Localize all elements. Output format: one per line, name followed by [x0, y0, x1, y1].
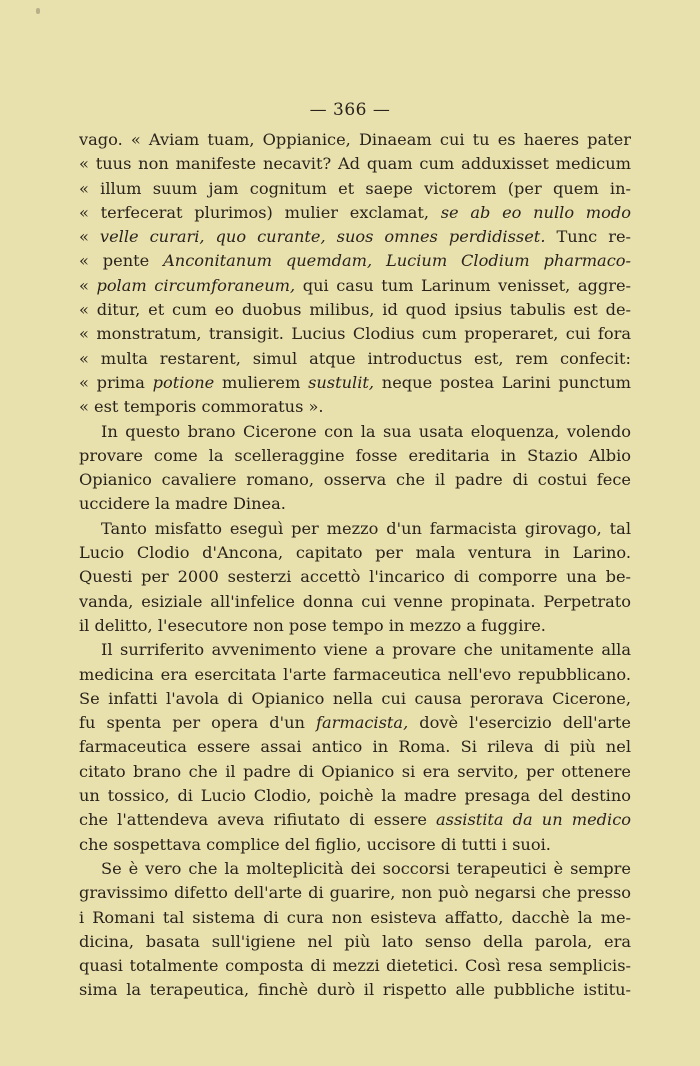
text-line: uccidere la madre Dinea.: [79, 494, 286, 514]
text-line: un tossico, di Lucio Clodio, poichè la madre presaga del destino: [79, 786, 631, 806]
text-line: vago. « Aviam tuam, Oppianice, Dinaeam cui tu es haeres pater: [79, 130, 631, 149]
text-line: « prima potione mulierem sustulit, neque postea Larini punctum: [79, 372, 631, 392]
text-line: Se è vero che la molteplicità dei soccorsi terapeutici è sempre: [101, 858, 631, 878]
text-line: citato brano che il padre di Opianico si era servito, per ottenere: [79, 761, 631, 781]
text-line: provare come la scelleraggine fosse ereditaria in Stazio Albio: [79, 445, 631, 465]
text-line: Se infatti l'avola di Opianico nella cui causa perorava Cicerone,: [79, 688, 631, 708]
text-line: Questi per 2000 sesterzi accettò l'incarico di comporre una be-: [79, 567, 631, 587]
text-line: dicina, basata sull'igiene nel più lato senso della parola, era: [79, 931, 631, 951]
text-line: « polam circumforaneum, qui casu tum Larinum venisset, aggre-: [79, 275, 631, 295]
page-number: — 366 —: [309, 100, 391, 120]
text-line: « multa restarent, simul atque introductus est, rem confecit:: [79, 348, 631, 368]
text-line: « monstratum, transigit. Lucius Clodius cum properaret, cui fora: [79, 324, 631, 344]
paper-speck: [36, 8, 40, 14]
text-line: « pente Anconitanum quemdam, Lucium Clodium pharmaco-: [79, 251, 631, 271]
text-line: vanda, esiziale all'infelice donna cui venne propinata. Perpetrato: [79, 591, 631, 611]
text-line: gravissimo difetto dell'arte di guarire, non può negarsi che presso: [79, 883, 631, 903]
text-line: « velle curari, quo curante, suos omnes perdidisset. Tunc re-: [79, 227, 631, 247]
text-line: che sospettava complice del figlio, uccisore di tutti i suoi.: [79, 834, 551, 854]
text-line: « tuus non manifeste necavit? Ad quam cum adduxisset medicum: [79, 154, 631, 174]
text-line: medicina era esercitata l'arte farmaceutica nell'evo repubblicano.: [79, 664, 631, 684]
text-line: sima la terapeutica, finchè durò il rispetto alle pubbliche istitu-: [79, 980, 631, 1000]
text-line: « ditur, et cum eo duobus milibus, id quod ipsius tabulis est de-: [79, 300, 631, 320]
text-line: fu spenta per opera d'un farmacista, dovè l'esercizio dell'arte: [79, 713, 631, 733]
text-line: Opianico cavaliere romano, osserva che il padre di costui fece: [79, 470, 631, 490]
text-line: farmaceutica essere assai antico in Roma. Si rileva di più nel: [79, 737, 631, 757]
text-line: « illum suum jam cognitum et saepe victorem (per quem in-: [79, 178, 631, 198]
text-line: Tanto misfatto eseguì per mezzo d'un farmacista girovago, tal: [101, 518, 631, 538]
text-line: Il surriferito avvenimento viene a provare che unitamente alla: [101, 640, 631, 660]
text-line: In questo brano Cicerone con la sua usata eloquenza, volendo: [101, 421, 631, 441]
text-line: « est temporis commoratus ».: [79, 397, 324, 417]
text-line: « terfecerat plurimos) mulier exclamat, se ab eo nullo modo: [79, 202, 631, 222]
text-line: i Romani tal sistema di cura non esisteva affatto, dacchè la me-: [79, 907, 631, 927]
text-line: il delitto, l'esecutore non pose tempo in mezzo a fuggire.: [79, 615, 546, 635]
text-line: Lucio Clodio d'Ancona, capitato per mala ventura in Larino.: [79, 543, 631, 563]
text-line: che l'attendeva aveva rifiutato di essere assistita da un medico: [79, 810, 631, 830]
text-line: quasi totalmente composta di mezzi dietetici. Così resa semplicis-: [79, 956, 631, 976]
body-text: [79, 128, 631, 1003]
